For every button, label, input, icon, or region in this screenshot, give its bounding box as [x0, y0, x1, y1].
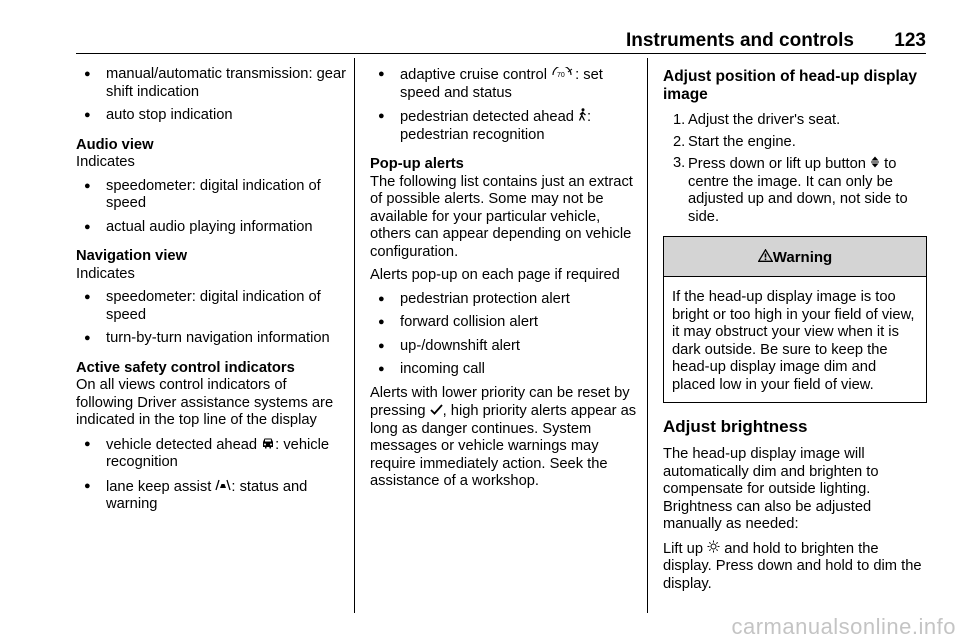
- adjust-position-steps: [663, 112, 927, 226]
- list-item: ● forward collision alert: [370, 314, 638, 332]
- section-title: Instruments and controls: [625, 30, 854, 51]
- list-item: [370, 66, 638, 102]
- step-number: 3.: [673, 155, 686, 171]
- step-text: Start the engine.: [688, 133, 796, 150]
- brightness-icon: [707, 540, 720, 558]
- adaptive-cruise-desc: : set speed and status: [400, 67, 603, 101]
- brightness-text-b: and hold to brighten the display. Press down and hold to dim the display.: [663, 540, 922, 592]
- warning-body: [664, 277, 926, 402]
- active-safety-heading: Active safety control indicators: [76, 359, 295, 376]
- column-1: [76, 66, 346, 520]
- active-safety-list-continued: [370, 66, 638, 144]
- list-item: [663, 134, 927, 152]
- adjust-brightness-heading: Adjust brightness: [663, 417, 808, 436]
- popup-alerts-outro: [370, 385, 638, 491]
- lane-keep-icon: [215, 478, 231, 496]
- list-item: [370, 108, 638, 144]
- popup-alerts-intro: The following list contains just an extract of possible alerts. Some may not be available for your particular vehicle, others can appear depending on vehicle configuration.: [370, 173, 633, 260]
- warning-box: [663, 236, 927, 403]
- pedestrian-desc: : pedestrian recognition: [400, 109, 592, 143]
- warning-header: [664, 237, 926, 277]
- brightness-paragraph-2: [663, 540, 927, 594]
- list-item: ● auto stop indication: [76, 107, 346, 125]
- popup-alerts-outro-b: , high priority alerts appear as long as danger continues. System messages or vehicle warnings may require immediately action. Seek the assistance of a workshop.: [370, 403, 637, 489]
- checkmark-icon: [430, 402, 443, 420]
- popup-alerts-list: [370, 291, 638, 379]
- step-text: Press down or lift up button: [688, 156, 866, 172]
- popup-alerts-heading: Pop-up alerts: [370, 156, 464, 172]
- vehicle-ahead-icon: [261, 436, 275, 454]
- active-safety-intro: On all views control indicators of following Driver assistance systems are indicated in the top line of the display: [76, 377, 334, 428]
- column-3: [663, 68, 927, 599]
- up-down-button-icon: [870, 155, 880, 173]
- lane-keep-label: lane keep assist: [106, 478, 212, 495]
- pedestrian-label: pedestrian detected ahead: [400, 109, 574, 125]
- list-item: ● incoming call: [370, 361, 638, 379]
- column-divider-1: [354, 58, 355, 613]
- navigation-view-list: [76, 289, 346, 348]
- popup-alerts-outro-a: Alerts with lower priority can be reset by pressing: [370, 384, 630, 419]
- column-2: [370, 66, 638, 497]
- warning-label: Warning: [772, 249, 833, 266]
- list-item: [76, 436, 346, 472]
- audio-view-intro: Indicates: [76, 154, 135, 170]
- adaptive-cruise-icon: [551, 66, 575, 84]
- list-item: [76, 478, 346, 514]
- active-safety-list: [76, 436, 346, 514]
- list-item: ● speedometer: digital indication of speed: [76, 289, 346, 324]
- page-header: [76, 30, 926, 50]
- svg-text:70: 70: [557, 72, 565, 79]
- brightness-text-a: Lift up: [663, 540, 704, 557]
- header-rule: [76, 53, 926, 54]
- step-text-2: to centre the image. It can only be adjusted up and down, not side to side.: [688, 156, 908, 225]
- warning-text: If the head-up display image is too bright or too high in your field of view, it may obstruct your view when it is dark outside. Be sure to keep the head-up display image dim and placed low in your field of view.: [672, 289, 915, 393]
- step-number: 2.: [673, 133, 686, 150]
- step-text: Adjust the driver's seat.: [688, 112, 841, 128]
- navigation-view-heading: Navigation view: [76, 248, 188, 264]
- brightness-paragraph-1: The head-up display image will automatically dim and brighten to compensate for outside lighting. Brightness can also be adjusted manually as needed:: [663, 446, 879, 532]
- step-number: 1.: [673, 112, 686, 128]
- audio-view-heading: Audio view: [76, 136, 154, 153]
- list-item: ● turn-by-turn navigation information: [76, 330, 346, 348]
- vehicle-ahead-label: vehicle detected ahead: [106, 436, 258, 453]
- list-item: ● actual audio playing information: [76, 219, 346, 237]
- list-item: ● pedestrian protection alert: [370, 291, 638, 309]
- list-item: [663, 155, 927, 226]
- warning-triangle-icon: [758, 249, 773, 266]
- watermark: carmanualsonline.info: [731, 614, 956, 639]
- navigation-view-intro: Indicates: [76, 265, 135, 282]
- view-items-list: [76, 66, 346, 125]
- list-item: ● up-/downshift alert: [370, 338, 638, 356]
- list-item: ● speedometer: digital indication of speed: [76, 178, 346, 213]
- vehicle-ahead-desc: : vehicle recognition: [106, 436, 330, 470]
- page-number: 123: [894, 30, 926, 51]
- list-item: ● manual/automatic transmission: gear shift indication: [76, 66, 346, 101]
- popup-alerts-intro-2: Alerts pop-up on each page if required: [370, 267, 620, 283]
- adaptive-cruise-label: adaptive cruise control: [400, 67, 547, 83]
- list-item: [663, 112, 927, 130]
- adjust-position-heading: Adjust position of head-up display image: [663, 68, 918, 103]
- audio-view-list: [76, 178, 346, 237]
- column-divider-2: [647, 58, 648, 613]
- pedestrian-icon: [578, 108, 587, 126]
- lane-keep-desc: : status and warning: [106, 478, 308, 512]
